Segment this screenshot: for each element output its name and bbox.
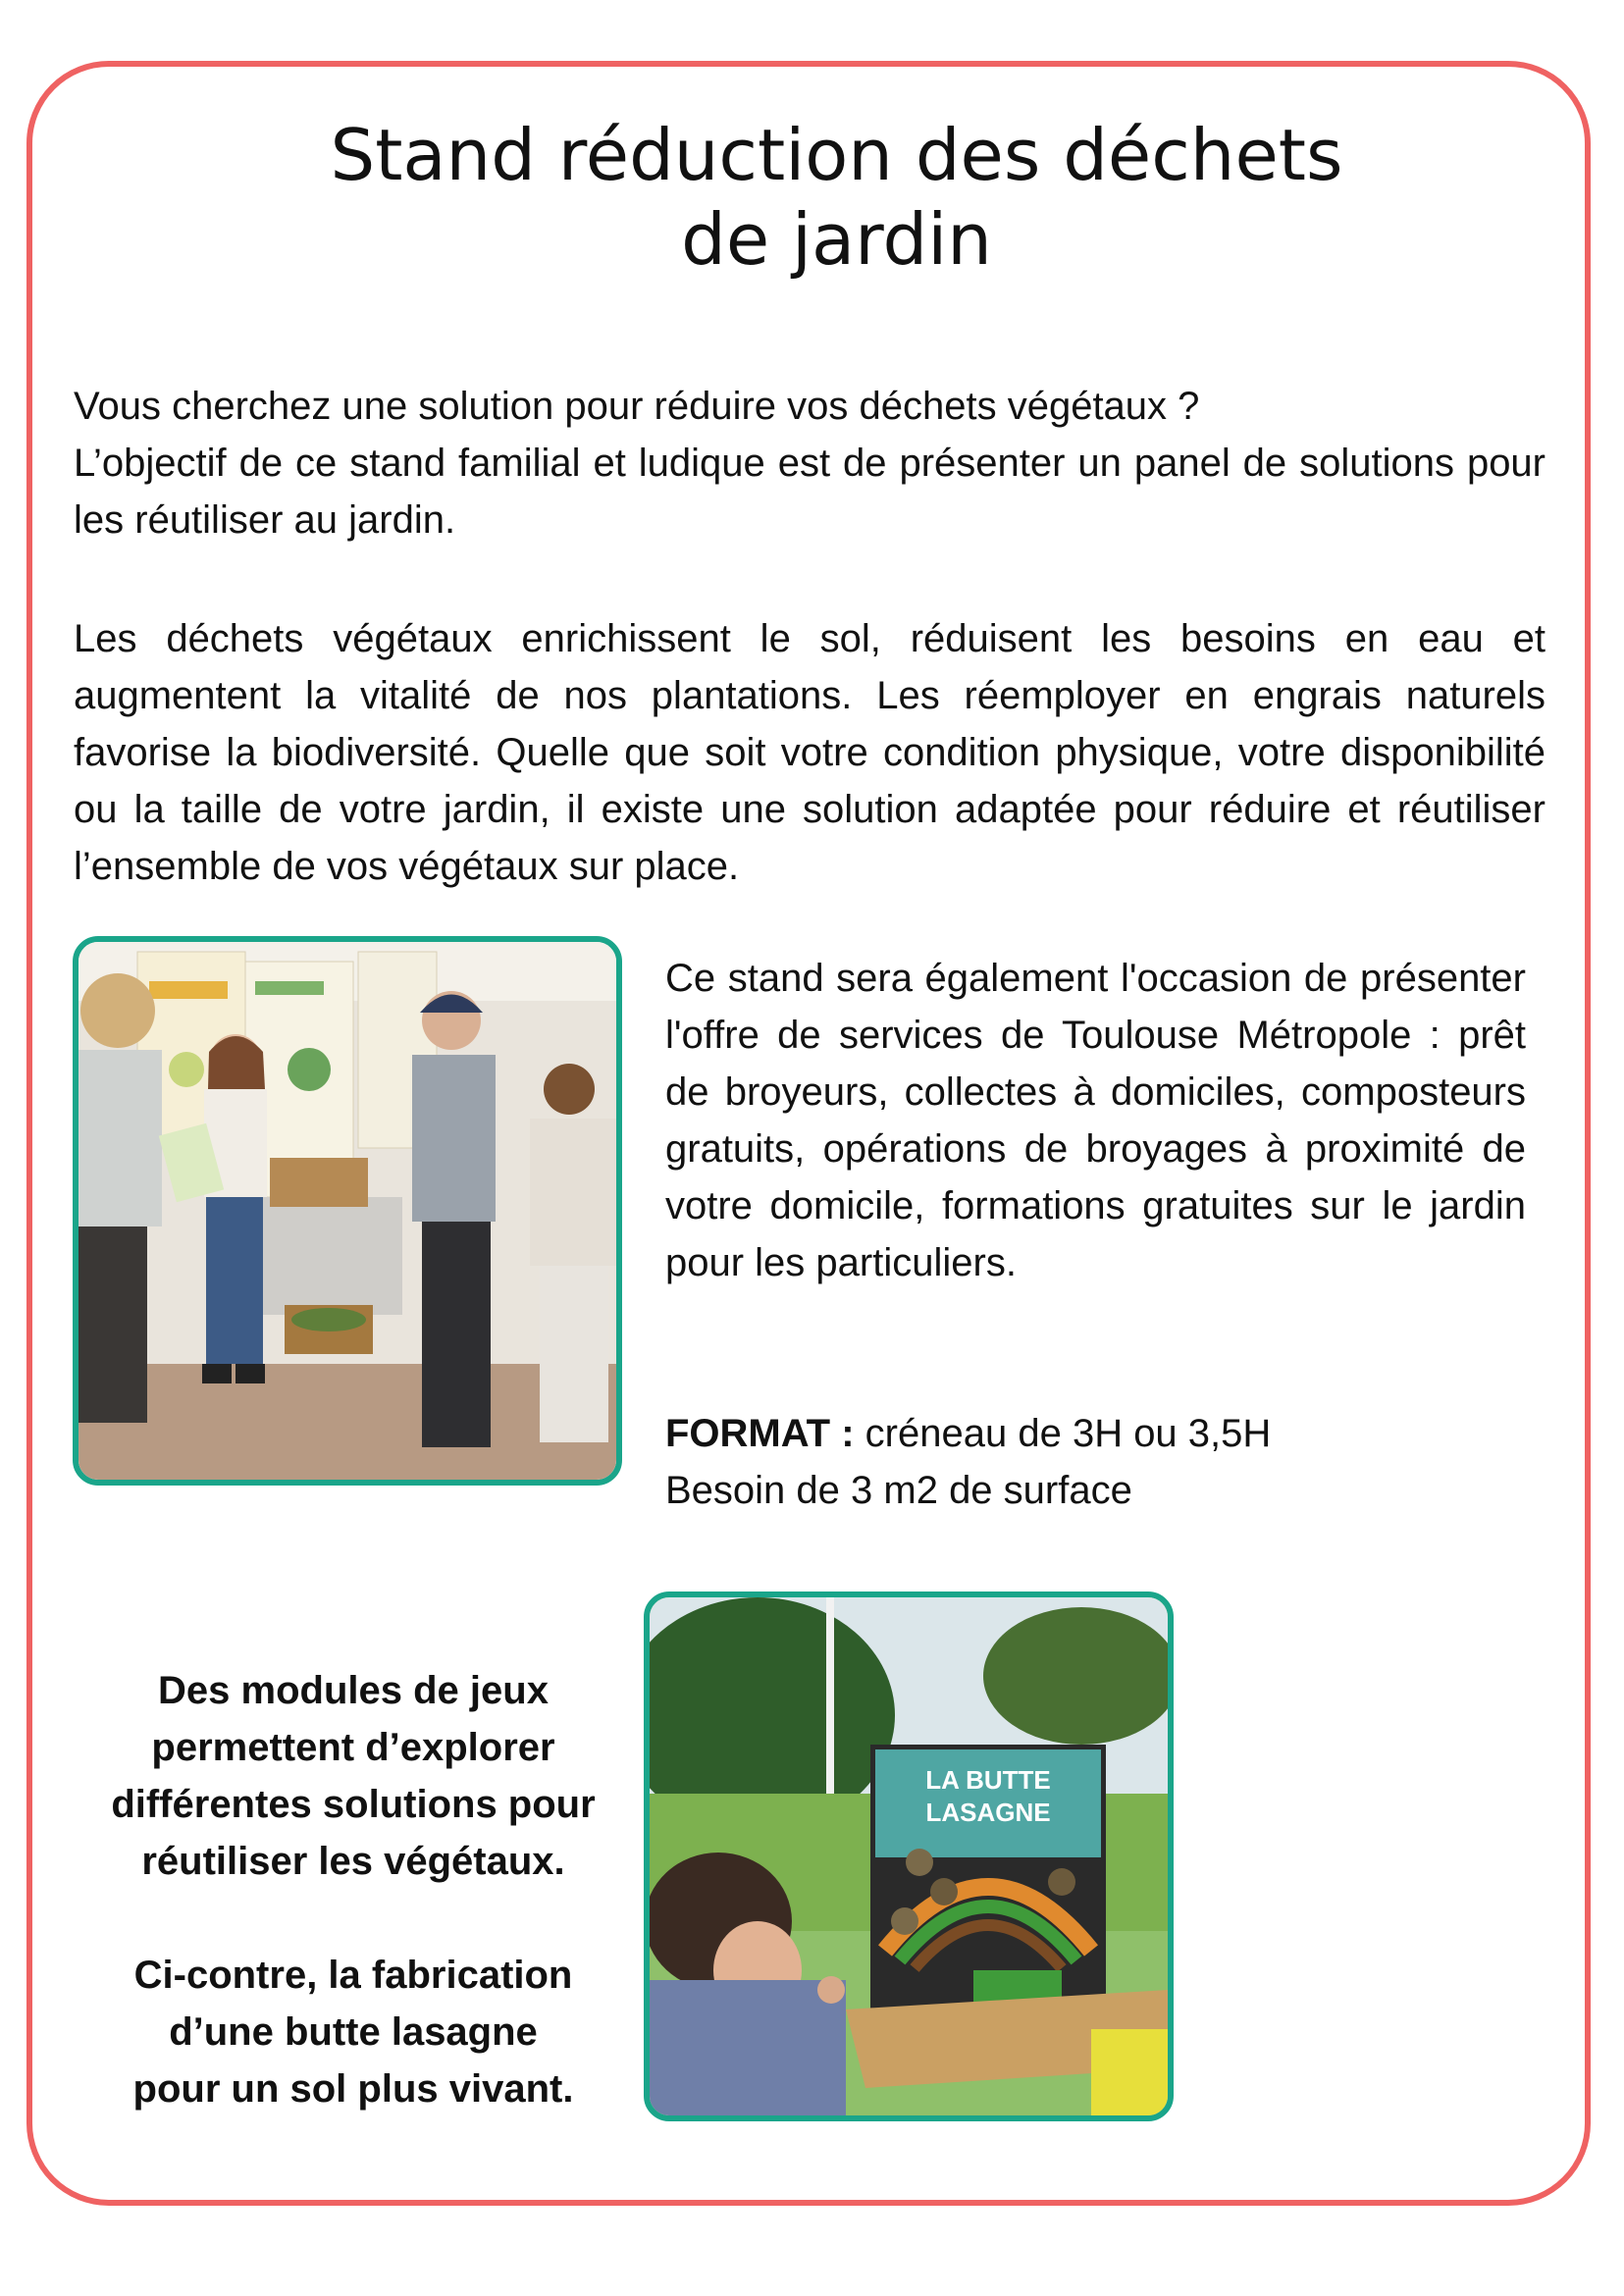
butte-lasagne-illustration: [650, 1597, 1168, 2115]
spacer: [69, 1890, 638, 1947]
surface-requirement: Besoin de 3 m2 de surface: [665, 1469, 1132, 1512]
stand-photo-illustration: [79, 942, 616, 1480]
intro-question: Vous cherchez une solution pour réduire vos déchets végétaux ?: [74, 385, 1200, 428]
format-info: [665, 1405, 1526, 1519]
title-line-1: Stand réduction des déchets: [330, 114, 1343, 196]
games-line-4: réutiliser les végétaux.: [141, 1840, 565, 1883]
page-title: [147, 113, 1526, 282]
format-line: [665, 1405, 1526, 1462]
games-line-7: pour un sol plus vivant.: [132, 2067, 574, 2111]
games-description: [69, 1662, 638, 2117]
games-line-6: d’une butte lasagne: [169, 2010, 538, 2054]
games-line-2: permettent d’explorer: [151, 1726, 555, 1769]
sign-line-1: LA BUTTE: [925, 1765, 1051, 1795]
intro-objective: L’objectif de ce stand familial et ludique est de présenter un panel de solutions pour les réutiliser au jardin.: [74, 442, 1545, 542]
format-value: créneau de 3H ou 3,5H: [864, 1412, 1272, 1455]
games-line-1: Des modules de jeux: [158, 1669, 549, 1712]
stand-photo: [73, 936, 622, 1486]
format-label: FORMAT :: [665, 1412, 855, 1455]
games-line-3: différentes solutions pour: [111, 1783, 596, 1826]
butte-lasagne-photo: [644, 1592, 1174, 2121]
intro-paragraph: [74, 378, 1545, 548]
sign-line-2: LASAGNE: [925, 1798, 1051, 1827]
games-line-5: Ci-contre, la fabrication: [133, 1954, 573, 1997]
benefits-paragraph: Les déchets végétaux enrichissent le sol, réduisent les besoins en eau et augmentent la vitalité de nos plantations. Les réemployer en engrais naturels favorise la biodiversité. Quelle que soit votre condition physique, votre disponibilité ou la taille de votre jardin, il existe une solution adaptée pour réduire et réutiliser l’ensemble de vos végétaux sur place.: [74, 617, 1545, 888]
services-paragraph: Ce stand sera également l'occasion de présenter l'offre de services de Toulouse Métropole : prêt de broyeurs, collectes à domiciles, composteurs gratuits, opérations de broyages à proximité de votre domicile, formations gratuites sur le jardin pour les particuliers.: [665, 957, 1526, 1284]
title-line-2: de jardin: [681, 198, 992, 281]
